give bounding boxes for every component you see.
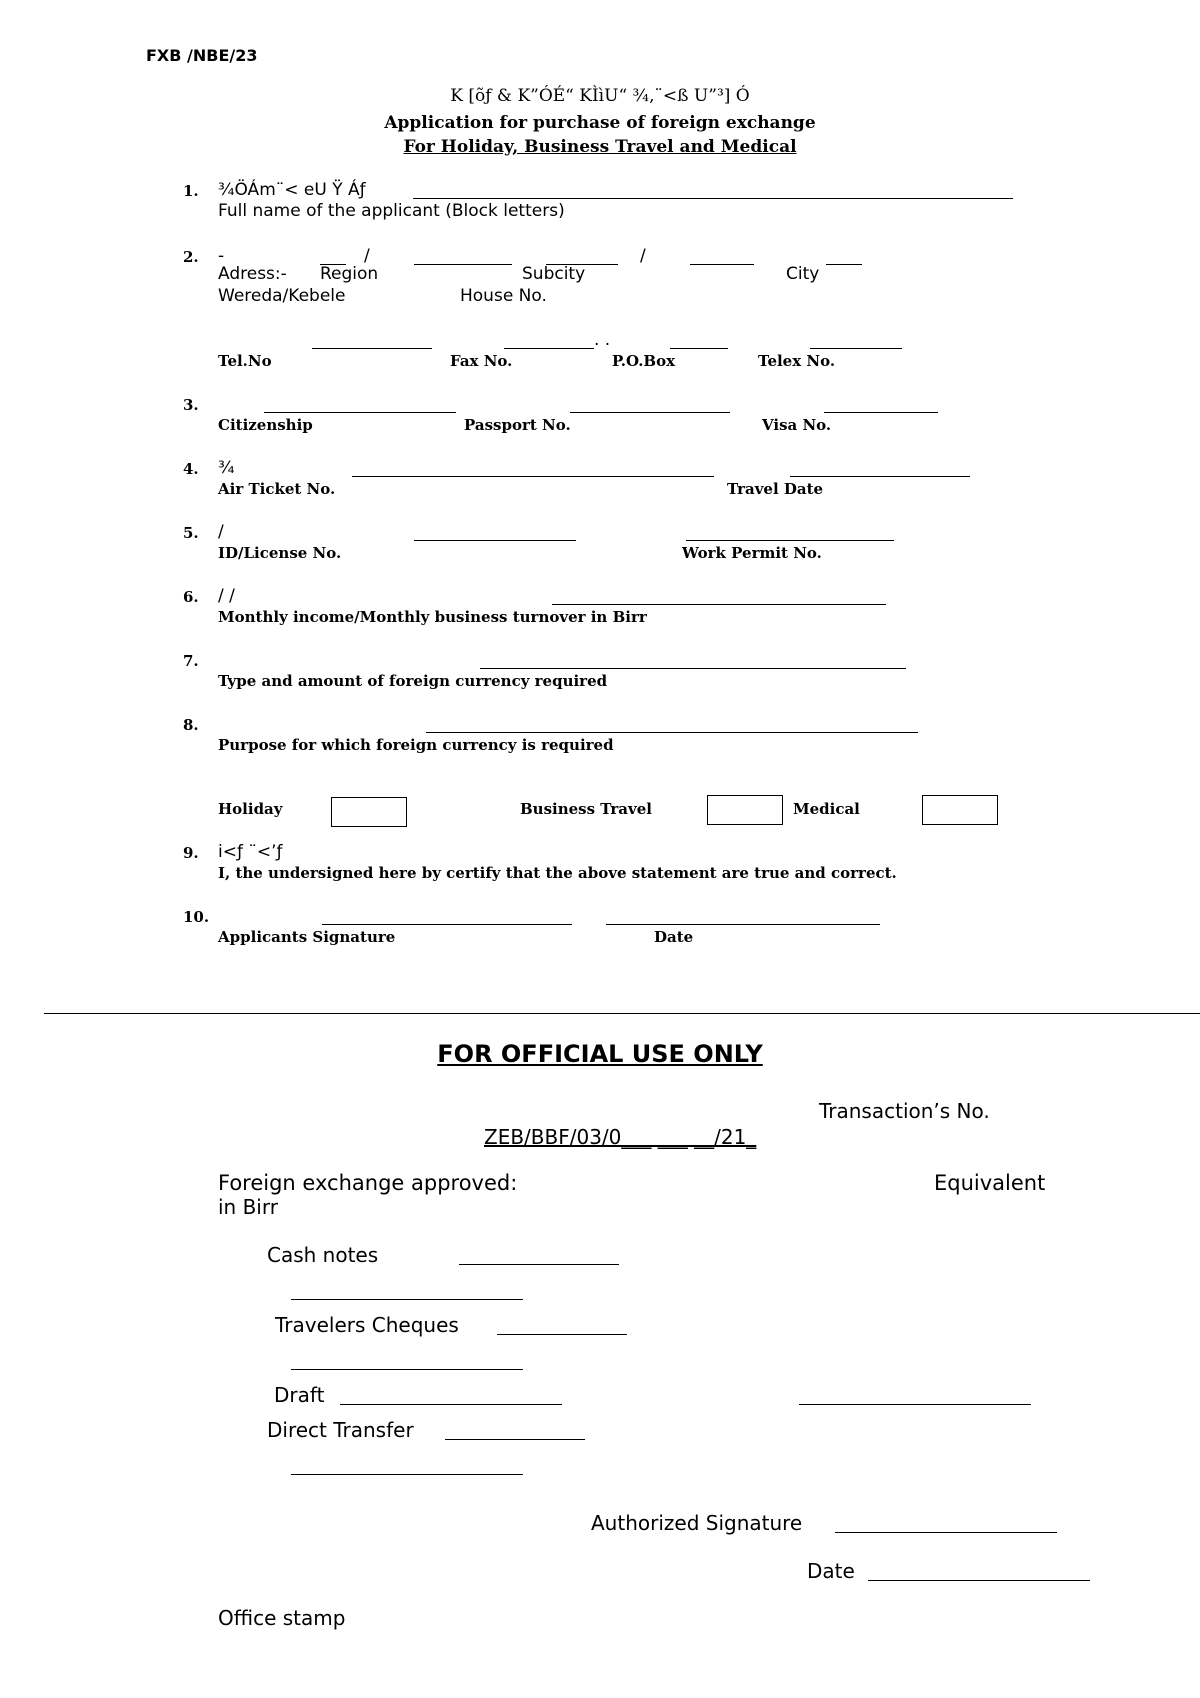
id-label: ID/License No.	[218, 544, 342, 562]
item-number: 3.	[183, 396, 199, 414]
applicant-signature-field[interactable]	[322, 924, 572, 925]
tel-label: Tel.No	[218, 352, 272, 370]
income-label: Monthly income/Monthly business turnover in Birr	[218, 608, 647, 626]
holiday-checkbox[interactable]	[331, 797, 407, 827]
item-number: 10.	[183, 908, 210, 926]
fax-label: Fax No.	[450, 352, 513, 370]
income-field[interactable]	[552, 604, 886, 605]
item-number: 4.	[183, 460, 199, 478]
work-permit-field[interactable]	[686, 540, 894, 541]
region-label: Region	[320, 264, 379, 284]
holiday-label: Holiday	[218, 800, 283, 818]
fax-field[interactable]	[504, 348, 594, 349]
form-subtitle: For Holiday, Business Travel and Medical	[403, 137, 797, 157]
applicant-date-field[interactable]	[606, 924, 880, 925]
city-field[interactable]	[826, 264, 862, 265]
passport-field[interactable]	[570, 412, 730, 413]
certification-statement: I, the undersigned here by certify that the above statement are true and correct.	[218, 864, 897, 882]
pobox-label: P.O.Box	[612, 352, 676, 370]
travelers-cheques-label: Travelers Cheques	[275, 1313, 459, 1337]
ticket-label-amharic: ¾	[218, 458, 235, 478]
id-field[interactable]	[414, 540, 576, 541]
house-label-amharic: /	[640, 246, 646, 266]
form-title: Application for purchase of foreign exchange	[384, 113, 816, 133]
purpose-label: Purpose for which foreign currency is required	[218, 736, 614, 754]
item-number: 9.	[183, 844, 199, 862]
full-name-field[interactable]	[413, 198, 1013, 199]
item-number: 6.	[183, 588, 199, 606]
full-name-label: Full name of the applicant (Block letters)	[218, 201, 565, 221]
telex-label: Telex No.	[758, 352, 836, 370]
certification-amharic: i<ƒ ¨<’ƒ	[218, 842, 283, 862]
direct-transfer-field[interactable]	[445, 1439, 585, 1440]
ticket-field[interactable]	[352, 476, 714, 477]
pobox-field[interactable]	[670, 348, 728, 349]
equivalent-label: Equivalent	[934, 1171, 1046, 1195]
form-title-amharic: K [õƒ & K”ÓÉ“ KÌìU“ ¾‚¨<ß U”³] Ó	[450, 86, 750, 106]
official-date-field[interactable]	[868, 1580, 1090, 1581]
transaction-number[interactable]: ZEB/BBF/03/0___ ___ __/21_	[484, 1125, 757, 1149]
city-label: City	[786, 264, 820, 284]
currency-type-field[interactable]	[480, 668, 906, 669]
section-divider	[44, 1013, 1200, 1014]
transaction-label: Transaction’s No.	[819, 1099, 990, 1123]
authorized-signature-field[interactable]	[835, 1532, 1057, 1533]
item-number: 1.	[183, 182, 199, 200]
authorized-signature-label: Authorized Signature	[591, 1511, 803, 1535]
cash-notes-birr-field[interactable]	[291, 1299, 523, 1300]
in-birr-label: in Birr	[218, 1195, 278, 1219]
travelers-cheques-birr-field[interactable]	[291, 1369, 523, 1370]
visa-label: Visa No.	[762, 416, 832, 434]
direct-transfer-label: Direct Transfer	[267, 1418, 414, 1442]
purpose-field[interactable]	[426, 732, 918, 733]
id-label-amharic: /	[218, 522, 224, 542]
citizenship-field[interactable]	[264, 412, 456, 413]
tel-field[interactable]	[312, 348, 432, 349]
cash-notes-label: Cash notes	[267, 1243, 379, 1267]
subcity-field[interactable]	[414, 264, 512, 265]
item-number: 5.	[183, 524, 199, 542]
wereda-label: Wereda/Kebele	[218, 286, 346, 306]
item-number: 8.	[183, 716, 199, 734]
official-date-label: Date	[807, 1559, 855, 1583]
travel-date-field[interactable]	[790, 476, 970, 477]
fx-approved-label: Foreign exchange approved:	[218, 1171, 518, 1195]
currency-type-label: Type and amount of foreign currency required	[218, 672, 608, 690]
address-label: Adress:-	[218, 264, 287, 284]
full-name-label-amharic: ¾ÖÁm¨< eU Ÿ Áƒ	[218, 180, 366, 200]
item-number: 2.	[183, 248, 199, 266]
subcity-label: Subcity	[522, 264, 586, 284]
draft-birr-field[interactable]	[799, 1404, 1031, 1405]
medical-label: Medical	[793, 800, 860, 818]
citizenship-label: Citizenship	[218, 416, 313, 434]
draft-label: Draft	[274, 1383, 325, 1407]
item-number: 7.	[183, 652, 199, 670]
applicant-date-label: Date	[654, 928, 694, 946]
business-travel-label: Business Travel	[520, 800, 652, 818]
applicant-signature-label: Applicants Signature	[218, 928, 396, 946]
passport-label: Passport No.	[464, 416, 571, 434]
draft-field[interactable]	[340, 1404, 562, 1405]
work-permit-label: Work Permit No.	[682, 544, 822, 562]
region-label-amharic: -	[218, 246, 225, 266]
travelers-cheques-field[interactable]	[497, 1334, 627, 1335]
house-label: House No.	[460, 286, 547, 306]
cash-notes-field[interactable]	[459, 1264, 619, 1265]
subcity-label-amharic: /	[364, 246, 370, 266]
visa-field[interactable]	[824, 412, 938, 413]
office-stamp-label: Office stamp	[218, 1606, 346, 1630]
house-field[interactable]	[690, 264, 754, 265]
direct-transfer-birr-field[interactable]	[291, 1474, 523, 1475]
form-reference: FXB /NBE/23	[146, 46, 258, 65]
ticket-label: Air Ticket No.	[218, 480, 336, 498]
official-use-heading: FOR OFFICIAL USE ONLY	[437, 1040, 763, 1068]
income-label-amharic: / /	[218, 586, 235, 606]
pobox-label-amharic: . .	[594, 330, 611, 350]
travel-date-label: Travel Date	[727, 480, 824, 498]
telex-field[interactable]	[810, 348, 902, 349]
medical-checkbox[interactable]	[922, 795, 998, 825]
business-travel-checkbox[interactable]	[707, 795, 783, 825]
